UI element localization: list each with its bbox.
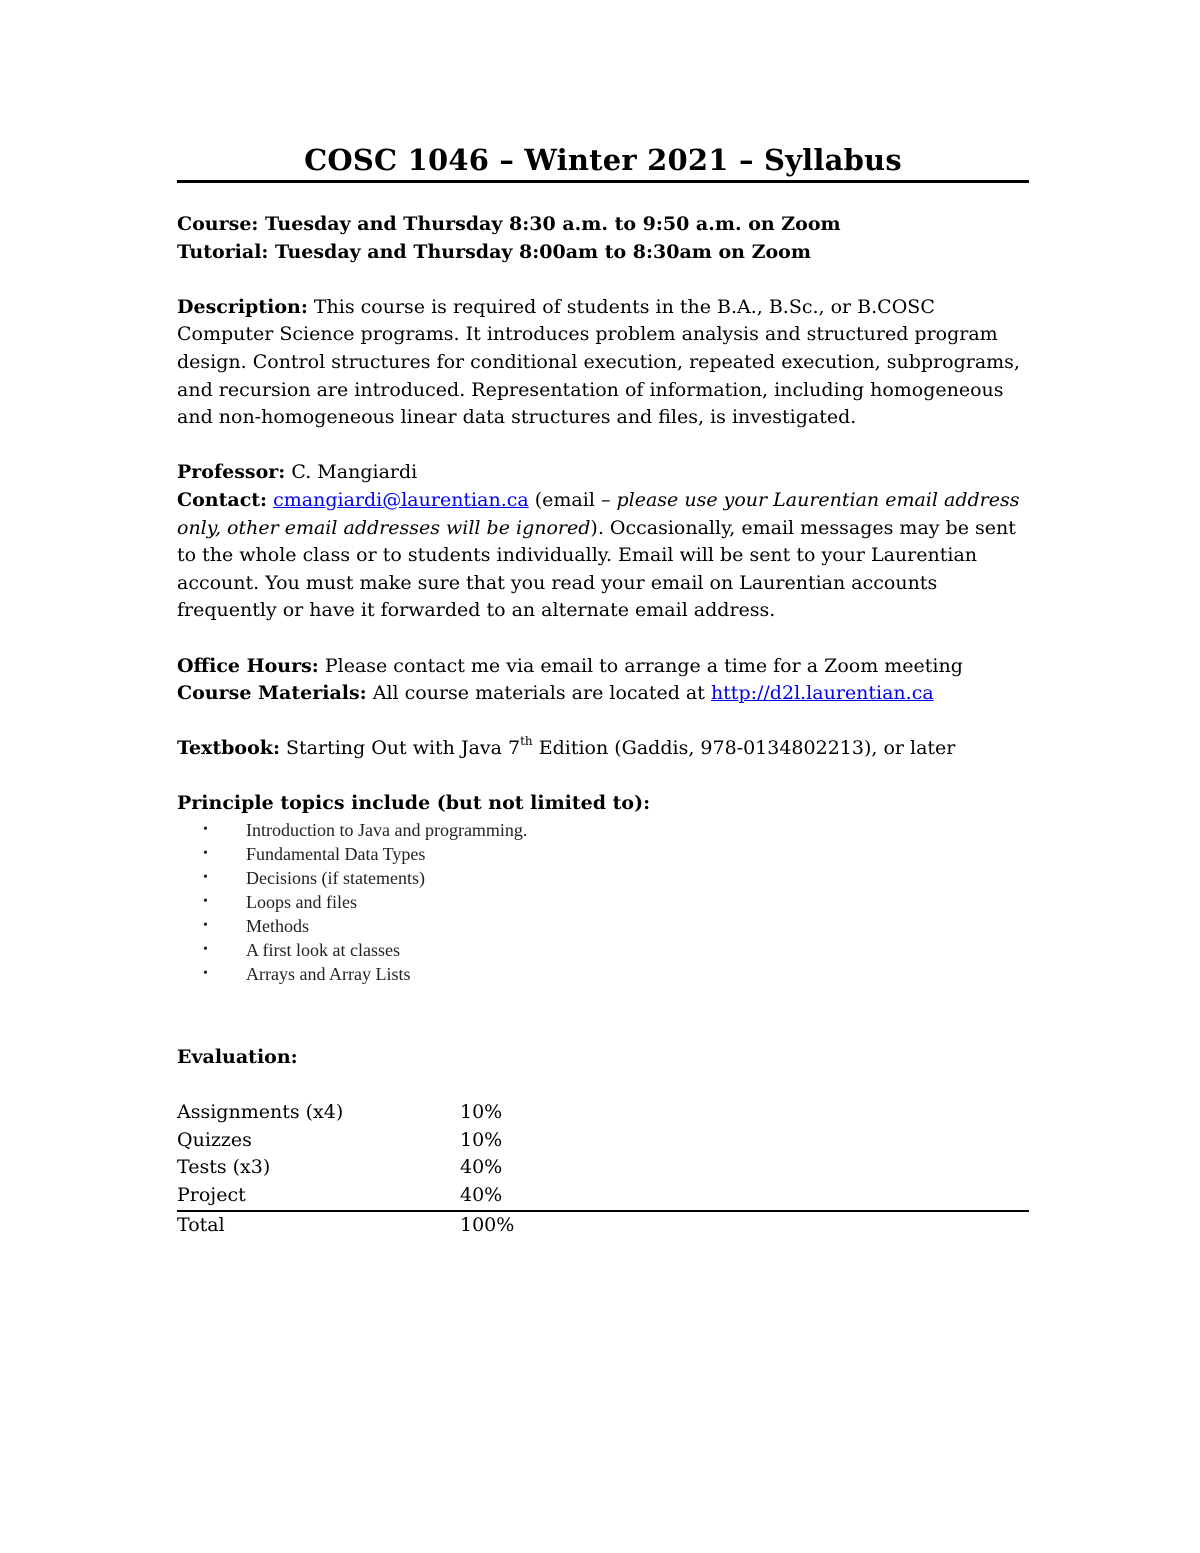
professor-name: C. Mangiardi bbox=[285, 461, 418, 484]
topics-list bbox=[177, 818, 1029, 986]
table-row bbox=[177, 1127, 1029, 1155]
evaluation-table bbox=[177, 1099, 1029, 1239]
textbook-label: Textbook: bbox=[177, 737, 280, 760]
eval-item: Assignments (x4) bbox=[177, 1101, 344, 1124]
list-item bbox=[177, 938, 1029, 962]
eval-weight: 10% bbox=[460, 1128, 503, 1151]
description-text: This course is required of students in the B.A., B.Sc., or B.COSC Computer Science programs. It introduces problem analysis and structured program design. Control structures for conditional execution, repeated execution, subprograms, and recursion are introduced. Representation of information, including homogeneous and non-homogeneous linear data structures and files, is investigated. bbox=[177, 295, 1020, 429]
course-materials-text: All course materials are located at bbox=[366, 682, 711, 705]
list-item bbox=[177, 842, 1029, 866]
bullet-icon: • bbox=[203, 822, 208, 838]
contact-email-link[interactable]: cmangiardi@laurentian.ca bbox=[273, 488, 529, 511]
description bbox=[177, 294, 1029, 432]
contact-post-note: ). Occasionally, email messages may be sent to the whole class or to students individually. Email will be sent to your Laurentian account. You must make sure that you read your email on Laurentian accounts frequently or have it forwarded to an alternate email address. bbox=[177, 516, 1016, 622]
bullet-icon: • bbox=[203, 918, 208, 934]
topics-heading: Principle topics include (but not limited to): bbox=[177, 792, 651, 815]
professor-label: Professor: bbox=[177, 461, 286, 484]
total-label: Total bbox=[177, 1211, 460, 1240]
topic-text: Fundamental Data Types bbox=[246, 844, 426, 865]
d2l-link[interactable]: http://d2l.laurentian.ca bbox=[710, 682, 934, 705]
topics-block bbox=[177, 790, 1029, 986]
textbook-sup: th bbox=[520, 733, 533, 748]
professor-line bbox=[177, 459, 1029, 487]
topic-text: Methods bbox=[246, 916, 309, 937]
office-hours-line bbox=[177, 653, 1029, 681]
list-item bbox=[177, 962, 1029, 986]
description-label: Description: bbox=[177, 295, 308, 318]
contact-note: please use your Laurentian email address only, other email addresses will be ignored bbox=[177, 488, 1020, 539]
list-item bbox=[177, 818, 1029, 842]
list-item bbox=[177, 890, 1029, 914]
total-row bbox=[177, 1211, 1029, 1240]
evaluation-heading: Evaluation: bbox=[177, 1046, 298, 1069]
topic-text: Loops and files bbox=[246, 892, 357, 913]
contact-pre-note: (email – bbox=[528, 488, 617, 511]
topic-text: Decisions (if statements) bbox=[246, 868, 425, 889]
eval-weight: 40% bbox=[460, 1156, 503, 1179]
contact-label: Contact: bbox=[177, 488, 268, 511]
topic-text: Introduction to Java and programming. bbox=[246, 820, 528, 841]
textbook-line bbox=[177, 735, 1029, 763]
document-body bbox=[177, 142, 1029, 1239]
list-item bbox=[177, 914, 1029, 938]
eval-item: Quizzes bbox=[177, 1128, 252, 1151]
table-row bbox=[177, 1099, 1029, 1127]
bullet-icon: • bbox=[203, 942, 208, 958]
bullet-icon: • bbox=[203, 966, 208, 982]
tutorial-time: Tutorial: Tuesday and Thursday 8:00am to 8:30am on Zoom bbox=[177, 240, 811, 263]
topic-text: Arrays and Array Lists bbox=[246, 964, 411, 985]
table-row bbox=[177, 1182, 1029, 1211]
eval-item: Project bbox=[177, 1184, 246, 1207]
professor-block bbox=[177, 459, 1029, 625]
course-materials-label: Course Materials: bbox=[177, 682, 367, 705]
page-title: COSC 1046 – Winter 2021 – Syllabus bbox=[177, 142, 1029, 183]
course-materials-line bbox=[177, 680, 1029, 708]
office-block bbox=[177, 653, 1029, 708]
office-hours-label: Office Hours: bbox=[177, 654, 319, 677]
contact-line bbox=[177, 487, 1029, 625]
textbook-text-after: Edition (Gaddis, 978-0134802213), or later bbox=[532, 737, 956, 760]
bullet-icon: • bbox=[203, 894, 208, 910]
office-hours-text: Please contact me via email to arrange a time for a Zoom meeting bbox=[318, 654, 963, 677]
schedule-block bbox=[177, 211, 1029, 266]
total-weight: 100% bbox=[460, 1211, 1029, 1240]
bullet-icon: • bbox=[203, 846, 208, 862]
topic-text: A first look at classes bbox=[246, 940, 400, 961]
eval-item: Tests (x3) bbox=[177, 1156, 271, 1179]
course-time: Course: Tuesday and Thursday 8:30 a.m. to 9:50 a.m. on Zoom bbox=[177, 213, 841, 235]
eval-weight: 10% bbox=[460, 1101, 503, 1124]
table-row bbox=[177, 1154, 1029, 1182]
list-item bbox=[177, 866, 1029, 890]
textbook-text-before: Starting Out with Java 7 bbox=[279, 737, 521, 760]
eval-weight: 40% bbox=[460, 1184, 503, 1207]
bullet-icon: • bbox=[203, 870, 208, 886]
